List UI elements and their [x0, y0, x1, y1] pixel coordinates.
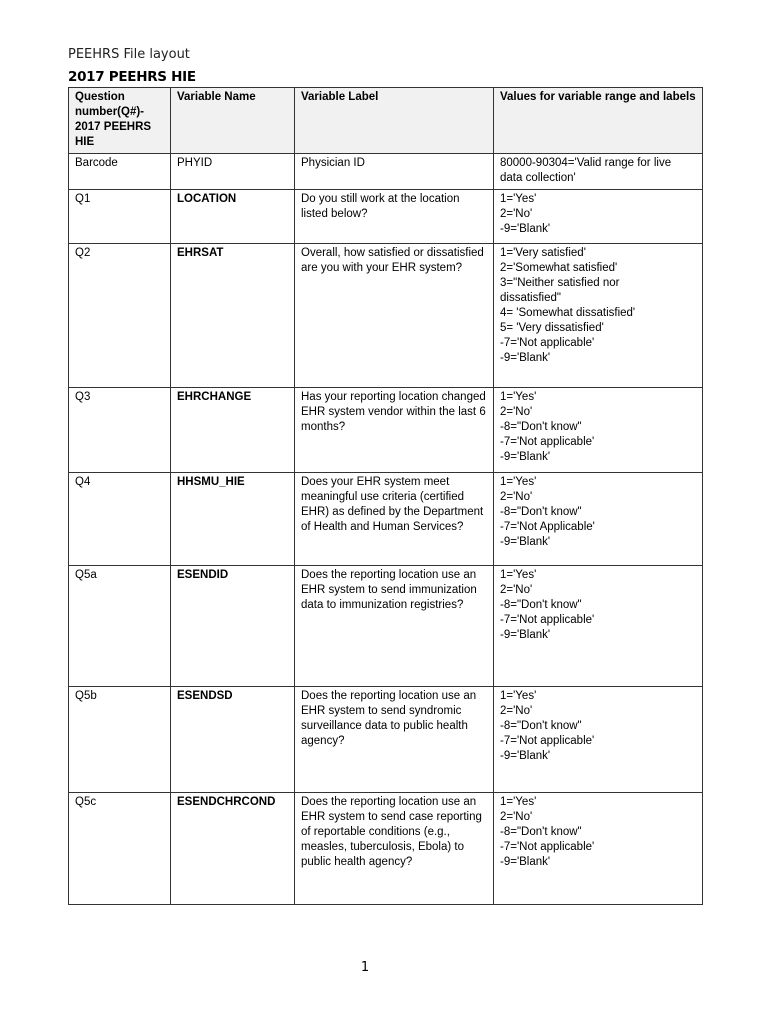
- table-row: [69, 388, 703, 473]
- value-line: data collection': [500, 172, 576, 184]
- values-cell: [494, 244, 703, 388]
- column-header-question: Question number(Q#)- 2017 PEEHRS HIE: [69, 88, 171, 154]
- section-title: 2017 PEEHRS HIE: [68, 69, 196, 85]
- page-number: 1: [360, 960, 370, 975]
- value-line: -7='Not applicable': [500, 735, 595, 747]
- value-line: 2='No': [500, 811, 533, 823]
- question-cell: Q5c: [69, 793, 171, 905]
- variable-label-cell: Does the reporting location use an EHR system to send syndromic surveillance data to public health agency?: [295, 687, 494, 793]
- value-line: 5= 'Very dissatisfied': [500, 322, 604, 334]
- value-line: 1='Yes': [500, 391, 537, 403]
- value-line: -8="Don't know": [500, 826, 582, 838]
- value-line: 1='Yes': [500, 569, 537, 581]
- variable-label-cell: Overall, how satisfied or dissatisfied are you with your EHR system?: [295, 244, 494, 388]
- variable-name-cell: ESENDSD: [171, 687, 295, 793]
- table-row: [69, 793, 703, 905]
- table-row: [69, 566, 703, 687]
- values-cell: [494, 566, 703, 687]
- variable-label-cell: Physician ID: [295, 154, 494, 190]
- value-line: 1='Yes': [500, 796, 537, 808]
- value-line: 1='Very satisfied': [500, 247, 586, 259]
- values-cell: [494, 190, 703, 244]
- variable-name-cell: ESENDCHRCOND: [171, 793, 295, 905]
- value-line: -7='Not applicable': [500, 337, 595, 349]
- question-cell: Q1: [69, 190, 171, 244]
- value-line: -9='Blank': [500, 536, 551, 548]
- value-line: -7='Not Applicable': [500, 521, 595, 533]
- value-line: 3="Neither satisfied nor: [500, 277, 620, 289]
- values-cell: [494, 388, 703, 473]
- value-line: -9='Blank': [500, 629, 551, 641]
- value-line: -9='Blank': [500, 451, 551, 463]
- value-line: 4= 'Somewhat dissatisfied': [500, 307, 636, 319]
- file-layout-table: [68, 87, 703, 905]
- value-line: 2='No': [500, 406, 533, 418]
- variable-label-cell: Does your EHR system meet meaningful use criteria (certified EHR) as defined by the Department of Health and Human Services?: [295, 473, 494, 566]
- value-line: 2='No': [500, 208, 533, 220]
- value-line: -8="Don't know": [500, 506, 582, 518]
- variable-label-cell: Do you still work at the location listed below?: [295, 190, 494, 244]
- value-line: 2='Somewhat satisfied': [500, 262, 618, 274]
- variable-label-cell: Has your reporting location changed EHR system vendor within the last 6 months?: [295, 388, 494, 473]
- values-cell: [494, 473, 703, 566]
- table-row: [69, 473, 703, 566]
- value-line: -8="Don't know": [500, 599, 582, 611]
- table-row: [69, 687, 703, 793]
- value-line: 2='No': [500, 584, 533, 596]
- variable-name-cell: PHYID: [171, 154, 295, 190]
- value-line: -9='Blank': [500, 856, 551, 868]
- value-line: 80000-90304='Valid range for live: [500, 157, 672, 169]
- value-line: -7='Not applicable': [500, 841, 595, 853]
- question-cell: Q2: [69, 244, 171, 388]
- question-cell: Q4: [69, 473, 171, 566]
- values-cell: [494, 687, 703, 793]
- value-line: 1='Yes': [500, 193, 537, 205]
- values-cell: [494, 154, 703, 190]
- variable-label-cell: Does the reporting location use an EHR system to send case reporting of reportable conditions (e.g., measles, tuberculosis, Ebola) to public health agency?: [295, 793, 494, 905]
- value-line: -9='Blank': [500, 750, 551, 762]
- value-line: dissatisfied": [500, 292, 561, 304]
- value-line: 1='Yes': [500, 690, 537, 702]
- question-cell: Q5b: [69, 687, 171, 793]
- variable-name-cell: HHSMU_HIE: [171, 473, 295, 566]
- variable-name-cell: LOCATION: [171, 190, 295, 244]
- value-line: 2='No': [500, 705, 533, 717]
- value-line: -9='Blank': [500, 223, 551, 235]
- value-line: -7='Not applicable': [500, 614, 595, 626]
- table-row: [69, 154, 703, 190]
- value-line: -7='Not applicable': [500, 436, 595, 448]
- values-cell: [494, 793, 703, 905]
- variable-name-cell: ESENDID: [171, 566, 295, 687]
- value-line: -9='Blank': [500, 352, 551, 364]
- table-header-row: [69, 88, 703, 154]
- value-line: 2='No': [500, 491, 533, 503]
- question-cell: Q5a: [69, 566, 171, 687]
- value-line: -8="Don't know": [500, 421, 582, 433]
- value-line: -8="Don't know": [500, 720, 582, 732]
- column-header-values: Values for variable range and labels: [494, 88, 703, 154]
- column-header-variable-label: Variable Label: [295, 88, 494, 154]
- document-header: PEEHRS File layout: [68, 47, 190, 62]
- table-row: [69, 190, 703, 244]
- variable-name-cell: EHRCHANGE: [171, 388, 295, 473]
- variable-name-cell: EHRSAT: [171, 244, 295, 388]
- question-cell: Barcode: [69, 154, 171, 190]
- variable-label-cell: Does the reporting location use an EHR system to send immunization data to immunization registries?: [295, 566, 494, 687]
- table-row: [69, 244, 703, 388]
- value-line: 1='Yes': [500, 476, 537, 488]
- column-header-variable-name: Variable Name: [171, 88, 295, 154]
- question-cell: Q3: [69, 388, 171, 473]
